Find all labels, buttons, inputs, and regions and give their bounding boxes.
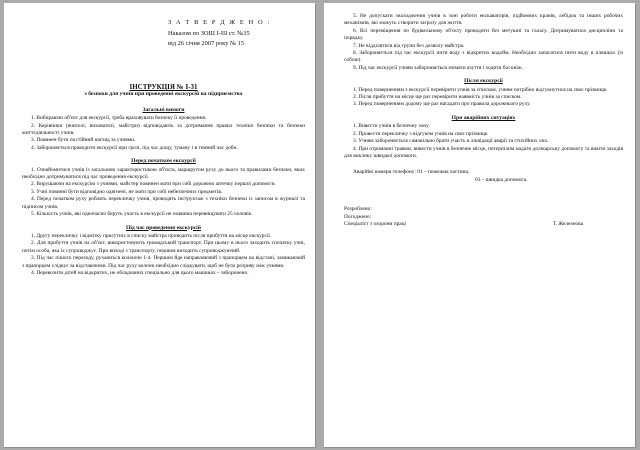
emergency-numbers — [344, 169, 623, 184]
list-item: 5. Кількість учнів, які одночасно беруть участь в екскурсії не повинна перевищувати 25 чоловік. — [31, 211, 253, 218]
list-item: 1. Вивести учнів в безпечну зону. — [353, 123, 430, 130]
emergency-line-ambulance: 03 – швидка допомога. — [475, 176, 528, 183]
section-heading-during: Під час проведення екскурсій — [126, 224, 201, 231]
list-item: 7. Не відділятися від групи без дозволу майстра. — [353, 42, 465, 49]
signatory-position: Спеціаліст з охорони праці — [344, 220, 407, 227]
list-item: 3. Під час пішого переходу, рухаються колоною 1-4. Першим йде направляючий з прапорцем на відстані, замикаючий з прапорцем слідкує за відстаючими. Під час руху колони необхідно слідкувати, щоб не було розриву між учнями. — [22, 255, 305, 269]
list-item: 3. Повинен бути постійний нагляд за учнями. — [31, 137, 136, 144]
list-item: 2. Провести перекличку з відгуком учнів на своє прізвище. — [353, 130, 489, 137]
emergency-line-fire: Аварійні номери телефону: 01 – пожежна частина, — [353, 169, 470, 176]
signature-block — [344, 206, 623, 228]
list-item: 2. Після прибуття на місце ще раз перевірити наявність учнів за списком. — [353, 94, 522, 101]
list-item: 8. Забороняється під час екскурсії пити воду з відкритих водойм. Необхідно запасатися питн воду в пляшках (із собою). — [344, 50, 623, 64]
list-item: 9. Під час екскурсії учням забороняється знімати взуття і ходити босоніж. — [353, 64, 523, 71]
list-item: 1. Перед поверненням з екскурсії перевірити учнів за списком, учням потрібно відгукнутися на своє прізвище. — [353, 86, 608, 93]
document-title: ІНСТРУКЦІЯ № І-31 — [129, 83, 198, 91]
approval-heading: З А Т В Е Р Д Ж Е Н О : — [168, 19, 271, 26]
list-item: 1. Ознайомитися учнів із загальною характеристикою об'єкта, маршрутом руху до нього та правилами безпеки, яких необхідно дотримуватися під час проведення екскурсії. — [22, 166, 305, 181]
signature-line — [344, 221, 623, 228]
section-heading-after: Після екскурсії — [464, 78, 503, 85]
developed-label: Розроблено: — [344, 206, 372, 213]
list-item: 1. Вибираючи об'єкт для екскурсії, треба враховувати безпеку її проведення. — [31, 115, 207, 122]
section-heading-before: Перед початком екскурсії — [131, 158, 196, 165]
list-item: 3. Учням забороняється самовільно брати участь в ліквідації аварії та стихійних лих. — [353, 138, 549, 145]
list-item: 3. Учні повинні бути відповідно одягнені, не мати при собі небезпечних предметів. — [31, 188, 223, 195]
list-item: 2. Для прибуття учнів на об'єкт, використовують громадський транспорт. При цьому в нього заходить спочатку учні, потім особа, яка їх супроводжує. При виході з транспорту, першим виходить супроводжуючий. — [22, 240, 305, 254]
signatory-name: Т. Железнова — [552, 220, 583, 227]
document-page-left — [4, 3, 315, 447]
list-item: 4. При отриманні травми, вивести учнів в безпечне місце, потерпілим надати долікарську допомогу та вжити заходів для виклику швидкої допомоги. — [344, 145, 623, 159]
list-item: 4. Перед початком руху роблять перекличку учнів, проводять інструктаж з техніки безпеки із записом в журналі та підписом учнів. — [22, 196, 305, 210]
approval-date: від 26 січня 2007 року № 15 — [168, 40, 245, 47]
list-item: 2. Керівники (вчителі, вихователі, майстри) відповідають за дотримання правил техніки безпеки та безпеки життєдіяльності учнів. — [22, 122, 305, 137]
list-item: 2. Вирушаючи на екскурсію з учнями, майстер повинен мати при собі дорожню аптечку першої допомоги. — [31, 181, 276, 188]
list-item: 6. Всі переміщення по будівельному об'єкту проводити без метушні та галасу. Дотримуватися дисципліни та порядку. — [344, 27, 623, 42]
list-item: 4. Забороняється проводити екскурсії при грозі, під час дощу, туману і в темний час доби. — [31, 144, 238, 151]
list-item: 5. Не допускати знаходження учнів в зоні роботи екскаваторів, підйомних кранів, лебідок та інших робочих механізмів, які можуть створити загрозу для життя. — [344, 13, 623, 27]
section-heading-general: Загальні вимоги — [142, 106, 185, 113]
section-heading-emergency: При аварійних ситуаціях — [451, 114, 516, 121]
agreed-label: Погоджено: — [344, 213, 372, 220]
approval-order: Наказом по ЗОШ І-ІІІ ст. №35 — [168, 29, 250, 37]
approval-stamp — [168, 18, 271, 50]
document-subtitle: з безпеки для учнів при проведенні екскурсій на підприємства — [84, 91, 243, 98]
document-page-right — [324, 3, 635, 447]
list-item: 3. Перед поверненням додому ще раз нагадати про правила дорожнього руху. — [353, 101, 531, 108]
left-page-content — [22, 83, 305, 277]
list-item: 1. Другу перекличку і відмітку присутніх в списку майстра проводить після прибуття на місце екскурсії. — [31, 232, 272, 239]
list-item: 4. Перевозити дітей на відкритих, не обладнаних спеціально для цього машинах – заборонено. — [31, 269, 249, 276]
right-page-content — [344, 13, 623, 228]
